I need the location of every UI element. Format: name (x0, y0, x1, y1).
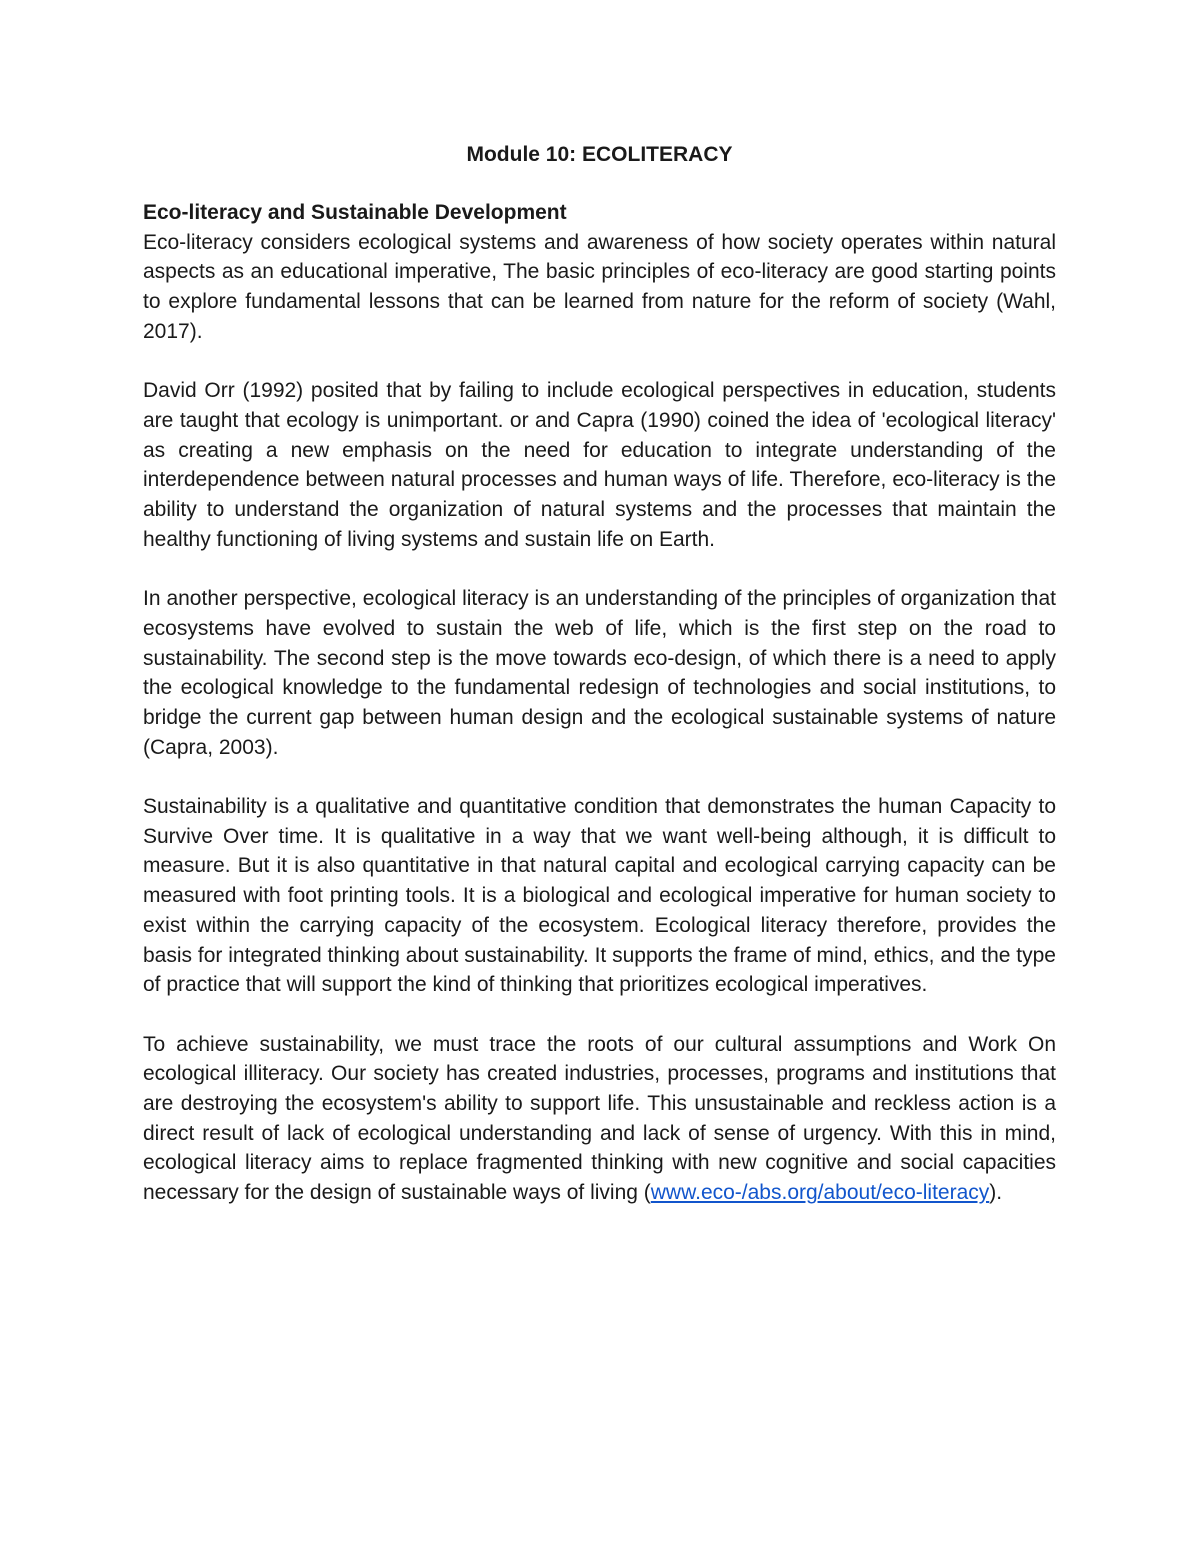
document-title: Module 10: ECOLITERACY (466, 143, 733, 166)
paragraph-text-end: ). (989, 1181, 1003, 1205)
document-page (143, 140, 1056, 1238)
paragraph-text: To achieve sustainability, we must trace the roots of our cultural assumptions and Work On ecological illiteracy. Our society has created industries, processes, programs and institutions that are destroying the ecosystem's ability to support life. This unsustainable and reckless action is a direct result of lack of ecological understanding and lack of sense of urgency. With this in mind, ecological literacy aims to replace fragmented thinking with new cognitive and social capacities necessary for the design of sustainable ways of living ( (143, 1032, 1056, 1205)
ecoliteracy-link[interactable]: www.eco-/abs.org/about/eco-literacy (650, 1181, 990, 1205)
paragraph-another-perspective: In another perspective, ecological literacy is an understanding of the principles of organization that ecosystems have evolved to sustain the web of life, which is the first step on the road to sustainability. The second step is the move towards eco-design, of which there is a need to apply the ecological knowledge to the fundamental redesign of technologies and social institutions, to bridge the current gap between human design and the ecological sustainable systems of nature (Capra, 2003). (143, 587, 1056, 759)
section-heading: Eco-literacy and Sustainable Development (143, 201, 567, 224)
paragraph-orr-capra: David Orr (1992) posited that by failing to include ecological perspectives in education, students are taught that ecology is unimportant. or and Capra (1990) coined the idea of 'ecological literacy' as creating a new emphasis on the need for education to integrate understanding of the interdependence between natural processes and human ways of life. Therefore, eco-literacy is the ability to understand the organization of natural systems and the processes that maintain the healthy functioning of living systems and sustain life on Earth. (143, 379, 1056, 551)
paragraph-achieve-sustainability (143, 1030, 1056, 1208)
paragraph-sustainability: Sustainability is a qualitative and quantitative condition that demonstrates the human Capacity to Survive Over time. It is qualitative in a way that we want well-being although, it is difficult to measure. But it is also quantitative in that natural capital and ecological carrying capacity can be measured with foot printing tools. It is a biological and ecological imperative for human society to exist within the carrying capacity of the ecosystem. Ecological literacy therefore, provides the basis for integrated thinking about sustainability. It supports the frame of mind, ethics, and the type of practice that will support the kind of thinking that prioritizes ecological imperatives. (143, 795, 1056, 997)
paragraph-intro: Eco-literacy considers ecological systems and awareness of how society operates within natural aspects as an educational imperative, The basic principles of eco-literacy are good starting points to explore fundamental lessons that can be learned from nature for the reform of society (Wahl, 2017). (143, 230, 1056, 343)
